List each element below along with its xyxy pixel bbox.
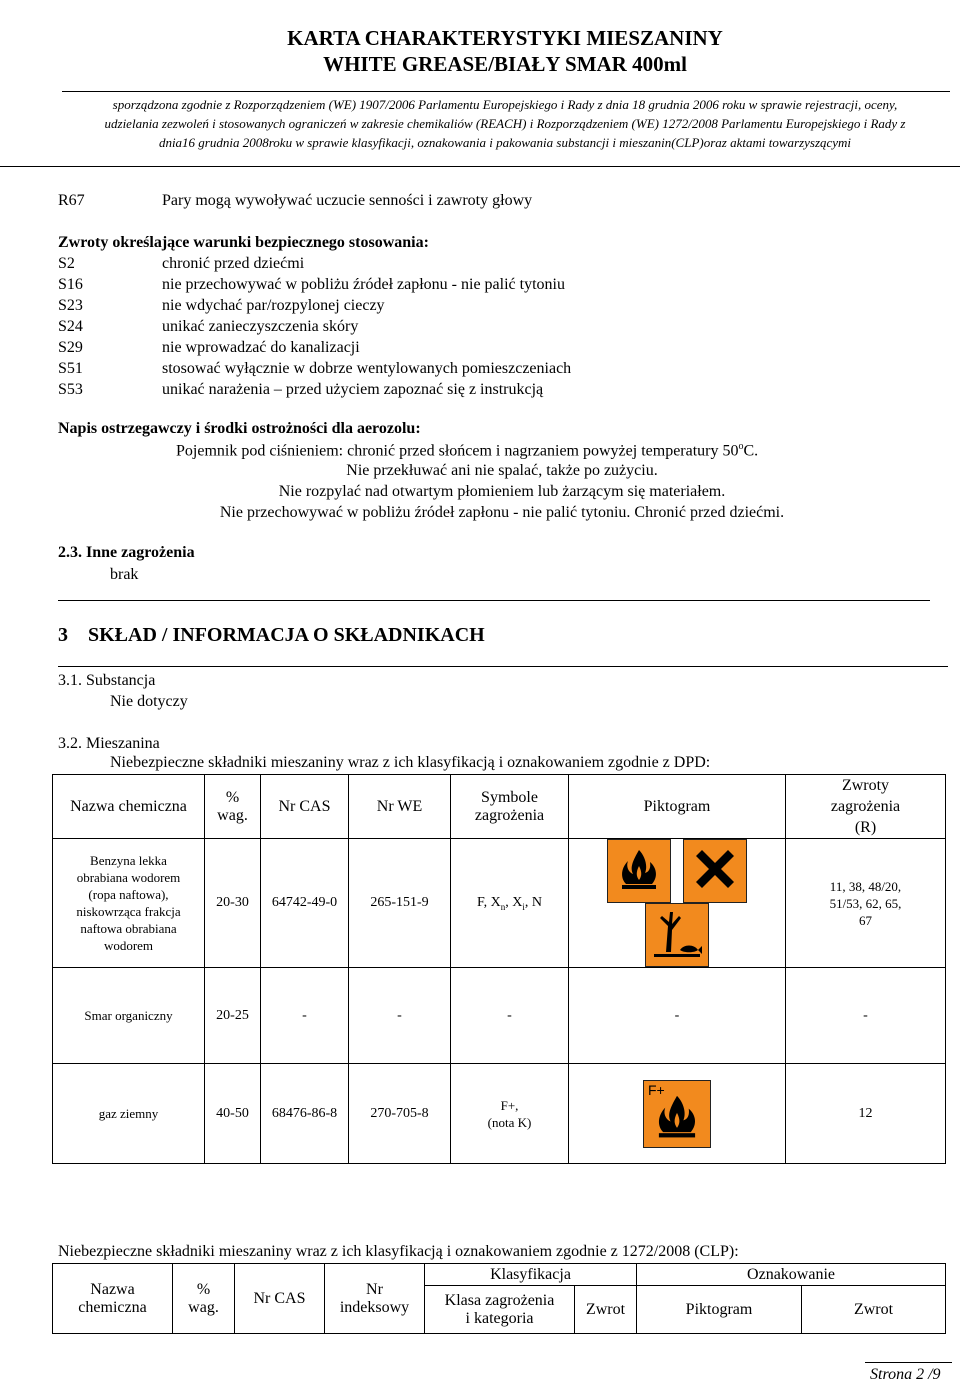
dpd-row2-pictogram: - <box>569 968 786 1064</box>
flame-icon <box>643 1080 711 1148</box>
dpd-header-r: Zwroty zagrożenia (R) <box>786 775 946 839</box>
f-plus-label: F+ <box>648 1081 665 1098</box>
document-title: KARTA CHARAKTERYSTYKI MIESZANINY <box>287 26 723 50</box>
header-rule <box>62 91 950 92</box>
dpd-row1-symbols: F, $X_n$, $X_i$, N <box>451 839 569 968</box>
dpd-row2-pct: 20-25 <box>205 968 261 1064</box>
dpd-row3-name: gaz ziemny <box>53 1064 205 1164</box>
s-phrase-code: S24 <box>58 318 83 335</box>
section-rule <box>58 600 930 601</box>
dpd-row2-r: - <box>786 968 946 1064</box>
dpd-header-we: Nr WE <box>349 775 451 839</box>
aerosol-line-2: Nie przekłuwać ani nie spalać, także po zużyciu. <box>346 462 658 479</box>
clp-header-labelling: Oznakowanie <box>637 1264 946 1286</box>
other-hazards-heading: 2.3. Inne zagrożenia <box>58 544 195 561</box>
dpd-row1-cas: 64742-49-0 <box>261 839 349 968</box>
dpd-header-row <box>53 775 946 839</box>
table-row <box>53 968 946 1064</box>
clp-header-row-1 <box>53 1264 946 1286</box>
clp-header-classification: Klasyfikacja <box>425 1264 637 1286</box>
aerosol-heading: Napis ostrzegawczy i środki ostrożności dla aerozolu: <box>58 420 421 437</box>
regulation-line-3: dnia16 grudnia 2008roku w sprawie klasyfikacji, oznakowania i pakowania substancji i mieszanin(CLP)oraz aktami towarzyszącymi <box>158 135 852 150</box>
s-phrase-code: S23 <box>58 297 83 314</box>
clp-table <box>52 1263 946 1334</box>
header-bottom-rule <box>0 166 960 167</box>
clp-header-statement-1: Zwrot <box>575 1286 637 1334</box>
dpd-row1-r: 11, 38, 48/20, 51/53, 62, 65, 67 <box>786 839 946 968</box>
s-phrases-heading: Zwroty określające warunki bezpiecznego stosowania: <box>58 234 429 251</box>
clp-header-statement-2: Zwrot <box>802 1286 946 1334</box>
dpd-header-symbols: Symbole zagrożenia <box>451 775 569 839</box>
other-hazards-value: brak <box>110 566 139 583</box>
table-row <box>53 1064 946 1164</box>
dpd-row2-name: Smar organiczny <box>53 968 205 1064</box>
dpd-row3-we: 270-705-8 <box>349 1064 451 1164</box>
s-phrase-code: S29 <box>58 339 83 356</box>
aerosol-line-4: Nie przechowywać w pobliżu źródeł zapłonu - nie palić tytoniu. Chronić przed dziećmi. <box>219 504 785 521</box>
mixture-heading: 3.2. Mieszanina <box>58 735 160 752</box>
dpd-caption: Niebezpieczne składniki mieszaniny wraz z ich klasyfikacją i oznakowaniem zgodnie z DPD: <box>110 754 711 771</box>
dpd-row2-we: - <box>349 968 451 1064</box>
dpd-row1-we: 265-151-9 <box>349 839 451 968</box>
s-phrase-code: S16 <box>58 276 83 293</box>
s-phrase-text: nie wprowadzać do kanalizacji <box>162 339 360 356</box>
environment-icon <box>645 903 709 967</box>
dpd-row3-cas: 68476-86-8 <box>261 1064 349 1164</box>
s-phrase-text: unikać zanieczyszczenia skóry <box>162 318 359 335</box>
s-phrase-text: unikać narażenia – przed użyciem zapoznać się z instrukcją <box>162 381 544 398</box>
s-phrase-text: nie przechowywać w pobliżu źródeł zapłonu - nie palić tytoniu <box>162 276 565 293</box>
s-phrase-code: S51 <box>58 360 83 377</box>
clp-header-pictogram: Piktogram <box>637 1286 802 1334</box>
dpd-row3-symbols: F+, (nota K) <box>451 1064 569 1164</box>
dpd-row2-symbols: - <box>451 968 569 1064</box>
clp-header-hazard-class: Klasa zagrożenia i kategoria <box>425 1286 575 1334</box>
dpd-row1-name: Benzyna lekka obrabiana wodorem (ropa naftowa), niskowrząca frakcja naftowa obrabiana wodorem <box>53 839 205 968</box>
flame-icon <box>607 839 671 903</box>
product-name: WHITE GREASE/BIAŁY SMAR 400ml <box>323 52 687 76</box>
regulation-line-1: sporządzona zgodnie z Rozporządzeniem (WE) 1907/2006 Parlamentu Europejskiego i Rady z dnia 18 grudnia 2006 roku w sprawie rejestracji, oceny, <box>112 97 898 112</box>
dpd-row1-pct: 20-30 <box>205 839 261 968</box>
clp-header-pct: % wag. <box>173 1264 235 1334</box>
r-phrase-code: R67 <box>58 192 85 209</box>
s-phrase-text: chronić przed dziećmi <box>162 255 305 272</box>
s-phrase-text: nie wdychać par/rozpylonej cieczy <box>162 297 385 314</box>
page-number: Strona 2 /9 <box>870 1366 941 1383</box>
section-3-heading: 3 SKŁAD / INFORMACJA O SKŁADNIKACH <box>58 624 485 646</box>
s-phrase-text: stosować wyłącznie w dobrze wentylowanych pomieszczeniach <box>162 360 572 377</box>
footer-rule <box>865 1362 952 1363</box>
dpd-table <box>52 774 946 1164</box>
dpd-row3-pct: 40-50 <box>205 1064 261 1164</box>
clp-header-name: Nazwa chemiczna <box>53 1264 173 1334</box>
dpd-header-pct: % wag. <box>205 775 261 839</box>
aerosol-line-3: Nie rozpylać nad otwartym płomieniem lub żarzącym się materiałem. <box>278 483 726 500</box>
dpd-header-pictogram: Piktogram <box>569 775 786 839</box>
dpd-header-name: Nazwa chemiczna <box>53 775 205 839</box>
s-phrase-code: S53 <box>58 381 83 398</box>
dpd-row2-cas: - <box>261 968 349 1064</box>
clp-caption: Niebezpieczne składniki mieszaniny wraz z ich klasyfikacją i oznakowaniem zgodnie z 1272/2008 (CLP): <box>58 1243 739 1260</box>
dpd-row1-pictograms <box>569 839 786 968</box>
substance-value: Nie dotyczy <box>110 693 188 710</box>
dpd-row3-r: 12 <box>786 1064 946 1164</box>
table-row <box>53 839 946 968</box>
clp-header-cas: Nr CAS <box>235 1264 325 1334</box>
r-phrase-text: Pary mogą wywoływać uczucie senności i zawroty głowy <box>162 192 533 209</box>
harmful-cross-icon <box>683 839 747 903</box>
s-phrase-code: S2 <box>58 255 75 272</box>
dpd-row3-pictograms <box>569 1064 786 1164</box>
clp-header-index: Nr indeksowy <box>325 1264 425 1334</box>
regulation-line-2: udzielania zezwoleń i stosowanych ograniczeń w zakresie chemikaliów (REACH) i Rozporządzeniem (WE) 1272/2008 Parlamentu Europejskiego i Rady z <box>104 116 906 131</box>
section-3-rule <box>58 666 948 667</box>
dpd-header-cas: Nr CAS <box>261 775 349 839</box>
aerosol-line-1: Pojemnik pod ciśnieniem: chronić przed słońcem i nagrzaniem powyżej temperatury 50$^o$C. <box>176 441 759 460</box>
substance-heading: 3.1. Substancja <box>58 672 156 689</box>
